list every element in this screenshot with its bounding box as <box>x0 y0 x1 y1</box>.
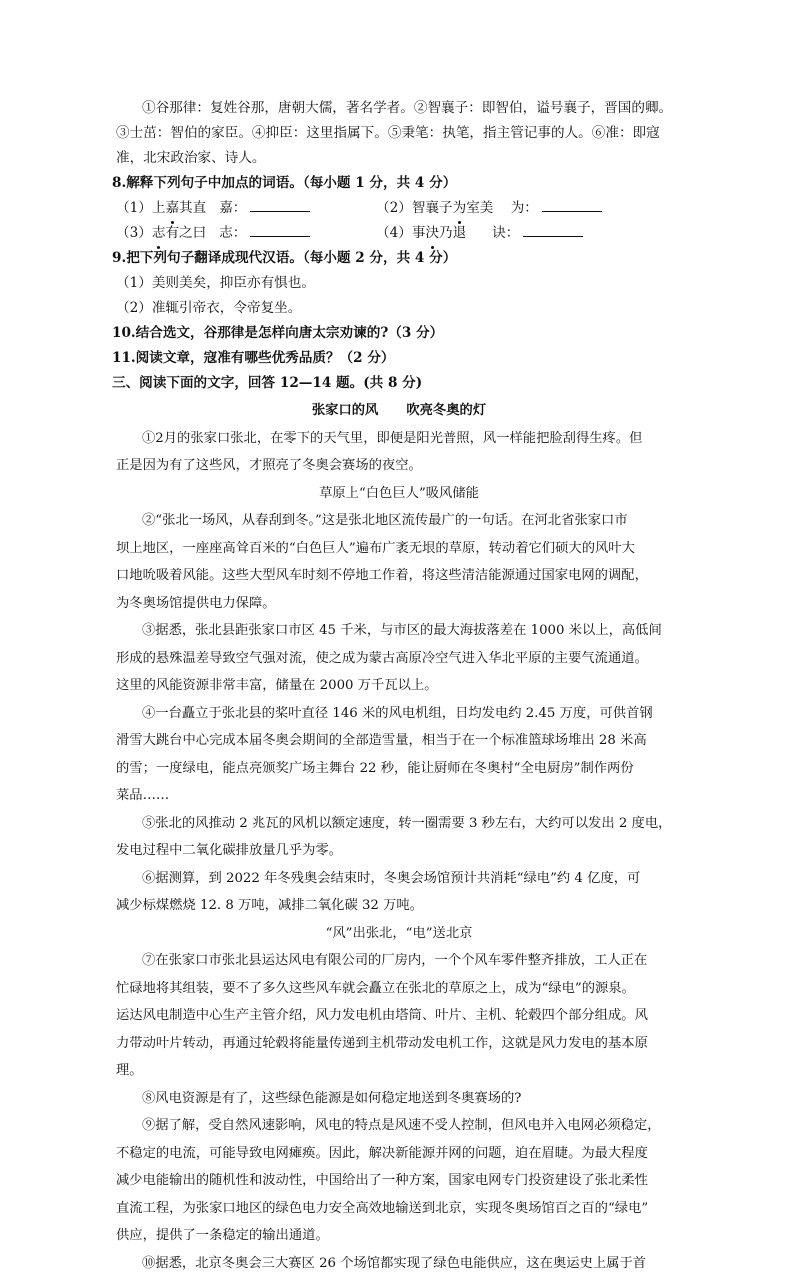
item-text: 有之曰 <box>165 225 206 241</box>
question-8-item-4 <box>376 221 583 246</box>
question-8-row <box>116 196 682 221</box>
paragraph-line: 的雪；一度绿电，能点亮颁奖广场主舞台 22 秒，能让厨师在冬奥村“全电厨房”制作两份 <box>116 755 682 783</box>
dotted-char: 決 <box>425 221 439 246</box>
article <box>116 397 682 1277</box>
answer-blank[interactable] <box>250 222 310 237</box>
question-8-item-3 <box>116 221 376 246</box>
dotted-char: 为 <box>453 196 467 221</box>
paragraph-line: 力带动叶片转动，再通过轮毂将能量传递到主机带动发电机工作，这就是风力发电的基本原 <box>116 1030 682 1058</box>
paragraph-line: ③据悉，张北县距张家口市区 45 千米，与市区的最大海拔落差在 1000 米以上，高低间 <box>116 617 682 645</box>
paragraph-line: ⑤张北的风推动 2 兆瓦的风机以额定速度，转一圈需要 3 秒左右，大约可以发出 2 度电， <box>116 810 682 838</box>
item-text: 其直 <box>179 200 206 216</box>
paragraph-line: 直流工程，为张家口地区的绿色电力安全高效地输送到北京，实现冬奥场馆百之百的“绿电” <box>116 1195 682 1223</box>
item-label: 为： <box>511 200 538 216</box>
paragraph-line: 发电过程中二氧化碳排放量几乎为零。 <box>116 837 682 865</box>
paragraph-line: 为冬奥场馆提供电力保障。 <box>116 590 682 618</box>
footnotes <box>116 96 682 171</box>
item-label: 志： <box>219 225 246 241</box>
item-label: 诀： <box>492 225 519 241</box>
article-title-part: 张家口的风 <box>312 403 378 418</box>
item-text: （4）事 <box>376 225 425 241</box>
paragraph-line: 坝上地区，一座座高耸百米的“白色巨人”遍布广袤无垠的草原，转动着它们硕大的风叶大 <box>116 535 682 563</box>
article-title-part: 吹亮冬奥的灯 <box>406 403 486 418</box>
paragraph-line: ⑧风电资源是有了，这些绿色能源是如何稳定地送到冬奥赛场的? <box>116 1085 682 1113</box>
item-text: （1）上 <box>116 200 165 216</box>
paragraph-line: 正是因为有了这些风，才照亮了冬奥会赛场的夜空。 <box>116 452 682 480</box>
paragraph-line: 运达风电制造中心生产主管介绍，风力发电机由塔筒、叶片、主机、轮毂四个部分组成。风 <box>116 1002 682 1030</box>
paragraph-line: 减少标煤燃烧 12. 8 万吨，减排二氧化碳 32 万吨。 <box>116 892 682 920</box>
item-label: 嘉： <box>219 200 246 216</box>
question-10: 10.结合选文，谷那律是怎样向唐太宗劝谏的?（3 分） <box>112 321 682 346</box>
item-text: （3） <box>116 225 152 241</box>
answer-blank[interactable] <box>542 197 602 212</box>
question-8-item-2 <box>376 196 602 221</box>
question-8-stem: 8.解释下列句子中加点的词语。（每小题 1 分，共 4 分） <box>112 171 682 196</box>
paragraph-line: ⑨据了解，受自然风速影响，风电的特点是风速不受人控制，但风电并入电网必须稳定， <box>116 1112 682 1140</box>
item-text: 室美 <box>466 200 493 216</box>
paragraph-line: ⑩据悉，北京冬奥会三大赛区 26 个场馆都实现了绿色电能供应，这在奥运史上属于首 <box>116 1250 682 1277</box>
paragraph-line: 这里的风能资源非常丰富，储量在 2000 万千瓦以上。 <box>116 672 682 700</box>
paragraph-line: ⑦在张家口市张北县运达风电有限公司的厂房内，一个个风车零件整齐排放，工人正在 <box>116 947 682 975</box>
section-3-heading: 三、阅读下面的文字，回答 12—14 题。(共 8 分) <box>112 371 682 396</box>
paragraph-line: 滑雪大跳台中心完成本届冬奥会期间的全部造雪量，相当于在一个标准篮球场堆出 28 米高 <box>116 727 682 755</box>
paragraph-line: 口地吮吸着风能。这些大型风车时刻不停地工作着，将这些清洁能源通过国家电网的调配， <box>116 562 682 590</box>
footnote-line: ③士茁：智伯的家臣。④抑臣：这里指属下。⑤秉笔：执笔，指主管记事的人。⑥准：即寇 <box>116 121 682 146</box>
question-9-sentence-2: （2）准辄引帝衣，令帝复坐。 <box>116 296 682 321</box>
answer-blank[interactable] <box>250 197 310 212</box>
paragraph-line: 不稳定的电流，可能导致电网瘫痪。因此，解决新能源并网的问题，迫在眉睫。为最大程度 <box>116 1140 682 1168</box>
paragraph-line: 减少电能输出的随机性和波动性，中国给出了一种方案，国家电网专门投资建设了张北柔性 <box>116 1167 682 1195</box>
dotted-char: 嘉 <box>165 196 179 221</box>
question-9-sentence-1: （1）美则美矣，抑臣亦有惧也。 <box>116 271 682 296</box>
paragraph-line: ⑥据测算，到 2022 年冬残奥会结束时，冬奥会场馆预计共消耗“绿电”约 4 亿度，可 <box>116 865 682 893</box>
paragraph-line: 供应，提供了一条稳定的输出通道。 <box>116 1222 682 1250</box>
item-text: （2）智襄子 <box>376 200 453 216</box>
article-subheading: “风”出张北，“电”送北京 <box>116 920 682 948</box>
question-9-stem: 9.把下列句子翻译成现代汉语。（每小题 2 分，共 4 分） <box>112 246 682 271</box>
dotted-char: 志 <box>152 221 166 246</box>
question-8-item-1 <box>116 196 376 221</box>
paragraph-line: ①2月的张家口张北，在零下的天气里，即便是阳光普照，风一样能把脸刮得生疼。但 <box>116 425 682 453</box>
question-8-row <box>116 221 682 246</box>
paragraph-line: 忙碌地将其组装，要不了多久这些风车就会矗立在张北的草原之上，成为“绿电”的源泉。 <box>116 975 682 1003</box>
article-title <box>116 397 682 425</box>
paragraph-line: ②“张北一场风，从春刮到冬。”这是张北地区流传最广的一句话。在河北省张家口市 <box>116 507 682 535</box>
question-11: 11.阅读文章，寇准有哪些优秀品质？（2 分） <box>112 346 682 371</box>
footnote-line: ①谷那律：复姓谷那，唐朝大儒，著名学者。②智襄子：即智伯，谥号襄子，晋国的卿。 <box>116 96 682 121</box>
footnote-line: 准，北宋政治家、诗人。 <box>116 146 682 171</box>
paragraph-line: ④一台矗立于张北县的桨叶直径 146 米的风电机组，日均发电约 2.45 万度，可供首钢 <box>116 700 682 728</box>
paragraph-line: 理。 <box>116 1057 682 1085</box>
paragraph-line: 形成的悬殊温差导致空气强对流，使之成为蒙古高原冷空气进入华北平原的主要气流通道。 <box>116 645 682 673</box>
answer-blank[interactable] <box>523 222 583 237</box>
item-text: 乃退 <box>439 225 466 241</box>
article-subheading: 草原上“白色巨人”吸风储能 <box>116 480 682 508</box>
paragraph-line: 菜品…… <box>116 782 682 810</box>
